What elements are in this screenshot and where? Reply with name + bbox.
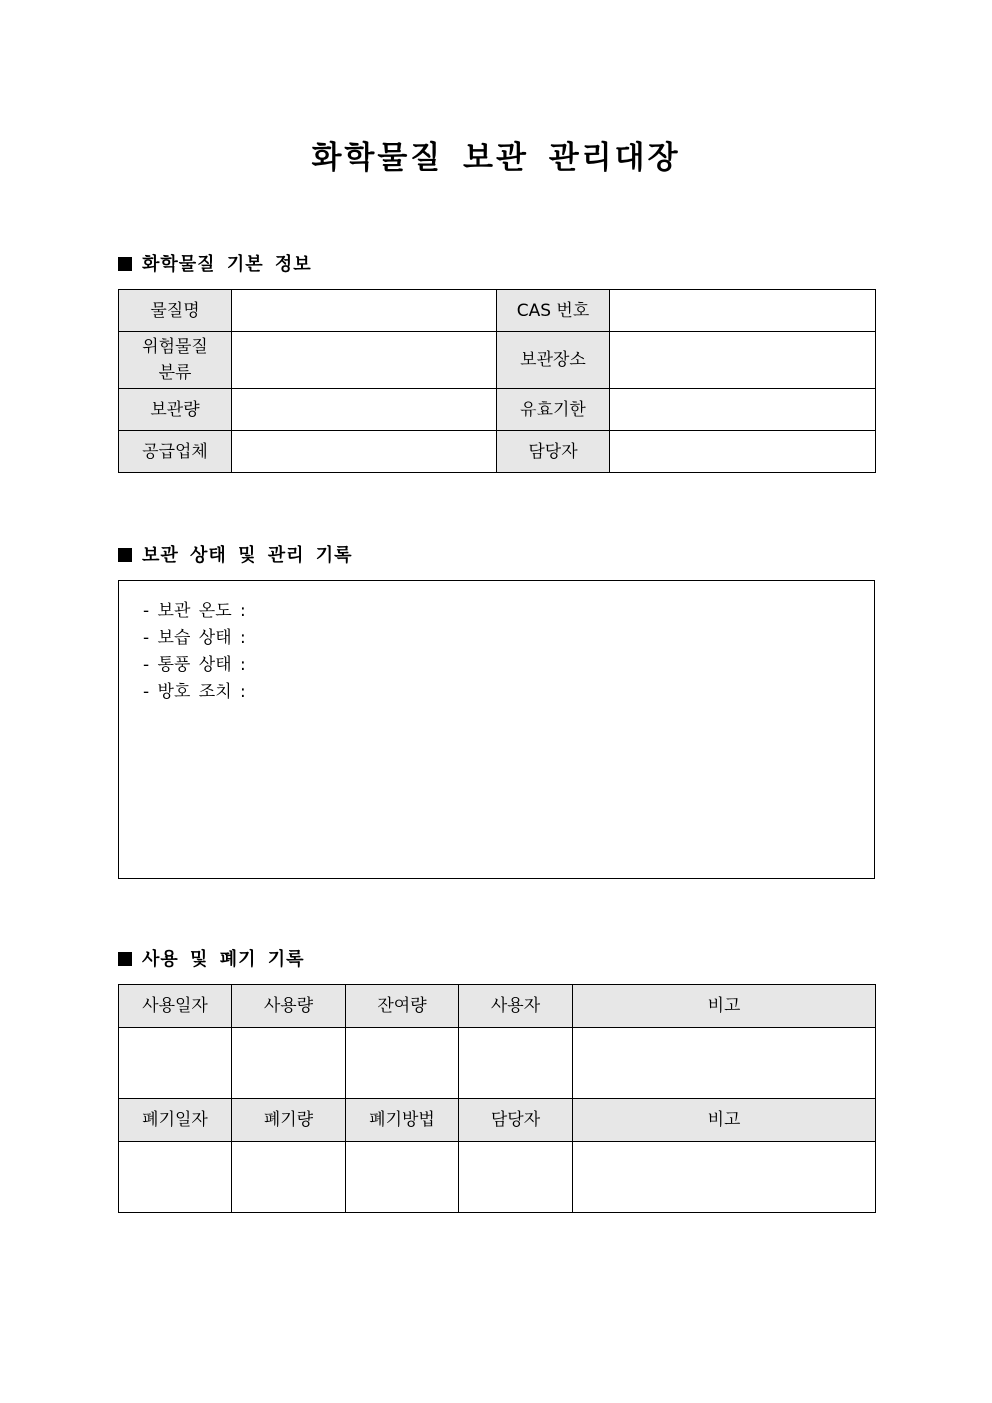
- table-row: [119, 1028, 876, 1099]
- supplier-field[interactable]: [232, 431, 497, 473]
- basic-info-table: [118, 289, 876, 473]
- usage-remarks-cell[interactable]: [573, 1028, 876, 1099]
- storage-status-box[interactable]: [118, 580, 875, 879]
- header-disposal-date: 폐기일자: [119, 1099, 232, 1142]
- person-in-charge-cell[interactable]: [459, 1142, 573, 1213]
- storage-location-field[interactable]: [610, 332, 876, 389]
- usage-date-cell[interactable]: [119, 1028, 232, 1099]
- expiration-date-field[interactable]: [610, 389, 876, 431]
- table-row: [119, 290, 876, 332]
- usage-amount-cell[interactable]: [232, 1028, 346, 1099]
- section-heading-text: 사용 및 폐기 기록: [142, 949, 305, 970]
- section-heading-text: 보관 상태 및 관리 기록: [142, 545, 353, 566]
- section-heading-basic-info: [118, 253, 312, 277]
- table-header-row: [119, 985, 876, 1028]
- label-storage-quantity: 보관량: [119, 389, 232, 431]
- label-storage-location: 보관장소: [497, 332, 610, 389]
- black-square-icon: [118, 548, 132, 562]
- hazard-classification-field[interactable]: [232, 332, 497, 389]
- manager-field[interactable]: [610, 431, 876, 473]
- label-line: 분류: [158, 363, 192, 383]
- label-manager: 담당자: [497, 431, 610, 473]
- label-supplier: 공급업체: [119, 431, 232, 473]
- substance-name-field[interactable]: [232, 290, 497, 332]
- status-line-ventilation: - 통풍 상태 :: [143, 655, 246, 675]
- disposal-amount-cell[interactable]: [232, 1142, 346, 1213]
- disposal-method-cell[interactable]: [346, 1142, 459, 1213]
- header-usage-date: 사용일자: [119, 985, 232, 1028]
- table-row: [119, 431, 876, 473]
- header-disposal-method: 폐기방법: [346, 1099, 459, 1142]
- storage-quantity-field[interactable]: [232, 389, 497, 431]
- disposal-date-cell[interactable]: [119, 1142, 232, 1213]
- black-square-icon: [118, 952, 132, 966]
- header-disposal-amount: 폐기량: [232, 1099, 346, 1142]
- table-header-row: [119, 1099, 876, 1142]
- status-line-protection: - 방호 조치 :: [143, 682, 246, 702]
- label-substance-name: 물질명: [119, 290, 232, 332]
- header-remarks: 비고: [573, 985, 876, 1028]
- label-cas-number: CAS 번호: [497, 290, 610, 332]
- table-row: [119, 389, 876, 431]
- section-heading-storage-status: [118, 544, 353, 568]
- table-row: [119, 1142, 876, 1213]
- black-square-icon: [118, 257, 132, 271]
- header-person-in-charge: 담당자: [459, 1099, 573, 1142]
- status-line-humidity: - 보습 상태 :: [143, 628, 246, 648]
- section-heading-usage-disposal: [118, 948, 305, 972]
- label-line: 위험물질: [142, 337, 208, 357]
- header-remarks: 비고: [573, 1099, 876, 1142]
- label-hazard-classification: [119, 332, 232, 389]
- section-heading-text: 화학물질 기본 정보: [142, 254, 312, 275]
- header-user: 사용자: [459, 985, 573, 1028]
- remaining-amount-cell[interactable]: [346, 1028, 459, 1099]
- user-cell[interactable]: [459, 1028, 573, 1099]
- table-row: [119, 332, 876, 389]
- document-title: 화학물질 보관 관리대장: [311, 140, 681, 176]
- status-line-temperature: - 보관 온도 :: [143, 601, 246, 621]
- usage-disposal-table: [118, 984, 876, 1213]
- header-usage-amount: 사용량: [232, 985, 346, 1028]
- disposal-remarks-cell[interactable]: [573, 1142, 876, 1213]
- header-remaining-amount: 잔여량: [346, 985, 459, 1028]
- cas-number-field[interactable]: [610, 290, 876, 332]
- label-expiration-date: 유효기한: [497, 389, 610, 431]
